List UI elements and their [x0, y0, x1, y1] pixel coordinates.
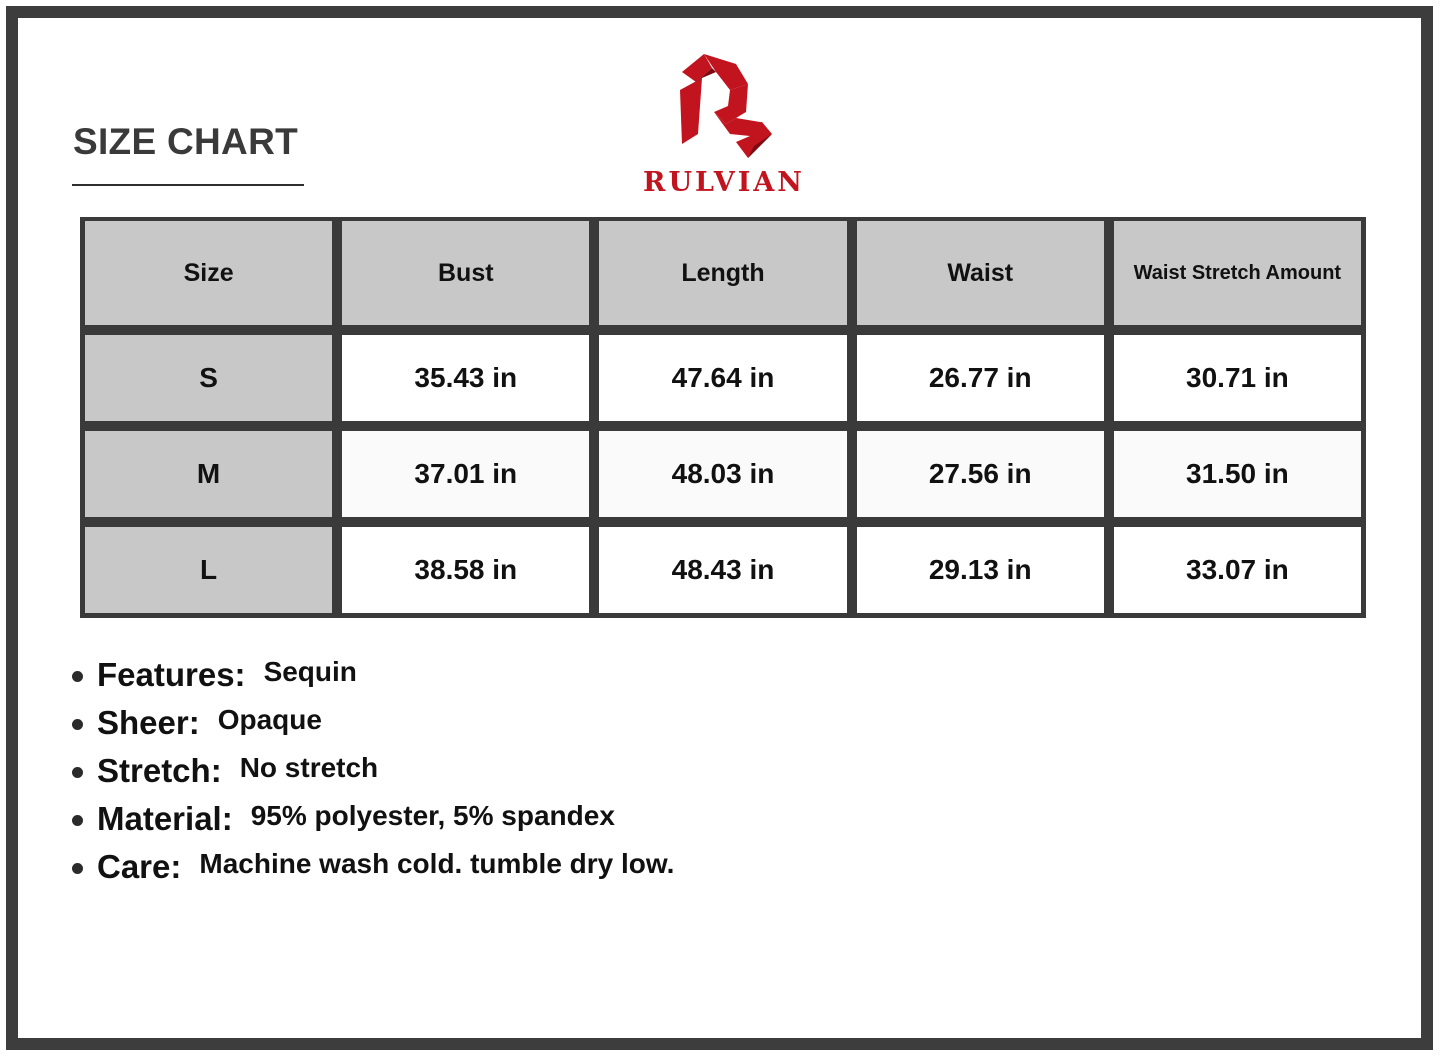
feature-item	[72, 752, 674, 800]
feature-label: Features:	[97, 656, 246, 693]
row-l-size: L	[85, 527, 332, 613]
feature-item	[72, 848, 674, 896]
row-l-bust: 38.58 in	[342, 527, 589, 613]
row-s-waist: 26.77 in	[857, 335, 1104, 421]
feature-list	[72, 656, 674, 896]
row-l-stretch: 33.07 in	[1114, 527, 1361, 613]
feature-item	[72, 800, 674, 848]
bullet-icon	[72, 719, 83, 730]
row-l-waist: 29.13 in	[857, 527, 1104, 613]
row-s-stretch: 30.71 in	[1114, 335, 1361, 421]
row-m-waist: 27.56 in	[857, 431, 1104, 517]
header-waist: Waist	[857, 221, 1104, 325]
feature-value: 95% polyester, 5% spandex	[250, 800, 615, 831]
feature-value: Opaque	[217, 704, 322, 735]
row-m-size: M	[85, 431, 332, 517]
feature-value: No stretch	[239, 752, 379, 783]
feature-item	[72, 656, 674, 704]
row-m-length: 48.03 in	[599, 431, 846, 517]
rulvian-r-logo-icon	[626, 50, 822, 162]
bullet-icon	[72, 671, 83, 682]
feature-value: Machine wash cold. tumble dry low.	[199, 848, 675, 879]
row-s-bust: 35.43 in	[342, 335, 589, 421]
size-table	[80, 217, 1366, 618]
header-bust: Bust	[342, 221, 589, 325]
row-m-bust: 37.01 in	[342, 431, 589, 517]
feature-label: Stretch:	[97, 752, 222, 789]
feature-label: Sheer:	[97, 704, 200, 741]
bullet-icon	[72, 815, 83, 826]
feature-item	[72, 704, 674, 752]
feature-label: Material:	[97, 800, 233, 837]
row-m-stretch: 31.50 in	[1114, 431, 1361, 517]
header-length: Length	[599, 221, 846, 325]
row-s-length: 47.64 in	[599, 335, 846, 421]
row-l-length: 48.43 in	[599, 527, 846, 613]
header-waist-stretch: Waist Stretch Amount	[1114, 221, 1361, 325]
bullet-icon	[72, 767, 83, 778]
feature-label: Care:	[97, 848, 182, 885]
row-s-size: S	[85, 335, 332, 421]
page-title: SIZE CHART	[73, 121, 298, 162]
feature-value: Sequin	[263, 656, 357, 687]
brand-name: RULVIAN	[643, 167, 805, 198]
header-size: Size	[85, 221, 332, 325]
bullet-icon	[72, 863, 83, 874]
title-underline	[72, 184, 304, 186]
